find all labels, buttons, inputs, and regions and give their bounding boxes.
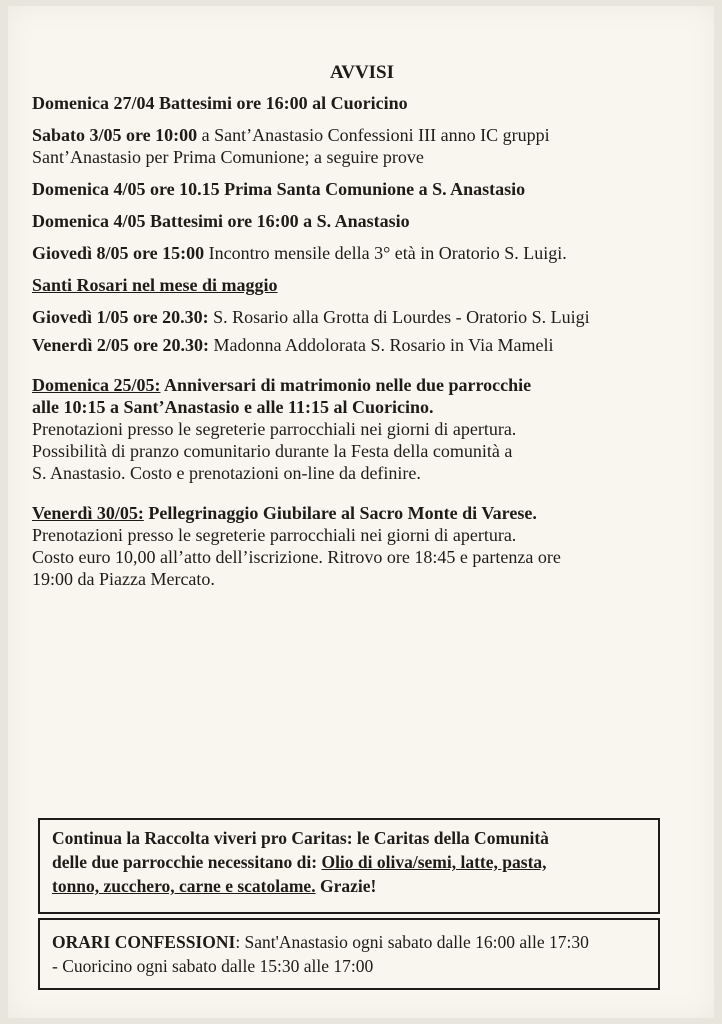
- caritas-needs-list: Olio di oliva/semi, latte, pasta,: [321, 852, 547, 872]
- anniversari-line-3: Prenotazioni presso le segreterie parrocchiali nei giorni di apertura.: [32, 419, 517, 439]
- caritas-needs-intro: delle due parrocchie necessitano di:: [52, 852, 322, 872]
- caritas-needs-list-end: tonno, zucchero, carne e scatolame.: [52, 876, 316, 896]
- rosari-item: [32, 334, 692, 356]
- pellegrinaggio-line-3: Costo euro 10,00 all’atto dell’iscrizione. Ritrovo ore 18:45 e partenza ore: [32, 547, 561, 567]
- caritas-line-3: [52, 874, 646, 898]
- rosari-item-text: Madonna Addolorata S. Rosario in Via Mameli: [209, 335, 554, 355]
- anniversari-date: Domenica 25/05:: [32, 375, 161, 395]
- caritas-line-2: [52, 850, 646, 874]
- confessioni-label: ORARI CONFESSIONI: [52, 932, 236, 952]
- confessioni-box: [38, 918, 660, 990]
- rosari-heading: Santi Rosari nel mese di maggio: [32, 275, 278, 295]
- anniversari-line-1: [32, 374, 692, 396]
- notice-elderly-text: Incontro mensile della 3° età in Oratorio S. Luigi.: [204, 243, 567, 263]
- anniversari-title: Anniversari di matrimonio nelle due parrocchie: [160, 375, 532, 395]
- pellegrinaggio-line-4: 19:00 da Piazza Mercato.: [32, 569, 215, 589]
- notice-elderly-meeting: [32, 242, 692, 264]
- anniversari-line-2: alle 10:15 a Sant’Anastasio e alle 11:15 al Cuoricino.: [32, 397, 434, 417]
- notice-baptisms-cuoricino: Domenica 27/04 Battesimi ore 16:00 al Cuoricino: [32, 93, 408, 113]
- anniversari-line-5: S. Anastasio. Costo e prenotazioni on-line da definire.: [32, 463, 421, 483]
- caritas-line-1: Continua la Raccolta viveri pro Caritas: le Caritas della Comunità: [52, 828, 549, 848]
- confessioni-line-1: [52, 930, 646, 954]
- pellegrinaggio-line-1: [32, 502, 692, 524]
- rosari-item: [32, 306, 692, 328]
- pellegrinaggio-title: Pellegrinaggio Giubilare al Sacro Monte di Varese.: [143, 503, 537, 523]
- confessioni-anastasio: : Sant'Anastasio ogni sabato dalle 16:00 alle 17:30: [235, 932, 589, 952]
- notice-baptisms-anastasio: Domenica 4/05 Battesimi ore 16:00 a S. Anastasio: [32, 211, 410, 231]
- page-title: AVVISI: [329, 62, 395, 83]
- anniversari-line-4: Possibilità di pranzo comunitario durante la Festa della comunità a: [32, 441, 513, 461]
- pellegrinaggio-date: Venerdì 30/05:: [32, 503, 144, 523]
- confessioni-line-2: - Cuoricino ogni sabato dalle 15:30 alle 17:00: [52, 956, 374, 976]
- notice-first-communion: Domenica 4/05 ore 10.15 Prima Santa Comunione a S. Anastasio: [32, 179, 526, 199]
- bulletin-sheet: [8, 6, 714, 1018]
- pellegrinaggio-line-2: Prenotazioni presso le segreterie parrocchiali nei giorni di apertura.: [32, 525, 517, 545]
- rosari-item-date: Giovedì 1/05 ore 20.30:: [32, 307, 209, 327]
- rosari-item-text: S. Rosario alla Grotta di Lourdes - Oratorio S. Luigi: [208, 307, 590, 327]
- caritas-thanks: Grazie!: [315, 876, 377, 896]
- caritas-box: [38, 818, 660, 914]
- notice-confessions-text: a Sant’Anastasio Confessioni III anno IC gruppi: [197, 125, 550, 145]
- notice-elderly-date: Giovedì 8/05 ore 15:00: [32, 243, 205, 263]
- notice-confessions-line-2: Sant’Anastasio per Prima Comunione; a seguire prove: [32, 147, 424, 167]
- notice-confessions-line-1: [32, 124, 692, 146]
- notices-section: [32, 62, 692, 590]
- rosari-item-date: Venerdì 2/05 ore 20.30:: [32, 335, 209, 355]
- notice-confessions-date: Sabato 3/05 ore 10:00: [32, 125, 198, 145]
